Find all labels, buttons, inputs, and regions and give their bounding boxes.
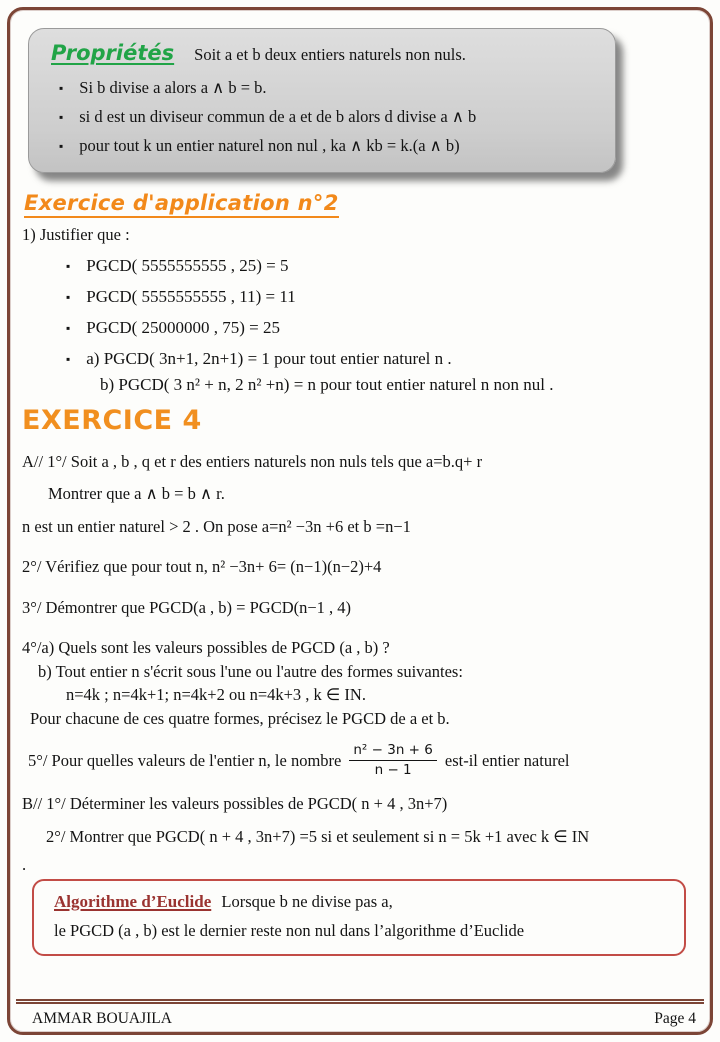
exercise4-line-pose: n est un entier naturel > 2 . On pose a=n² −3n +6 et b =n−1 bbox=[22, 516, 411, 536]
exercise2-item-text: a) PGCD( 3n+1, 2n+1) = 1 pour tout entier naturel n . bbox=[86, 349, 452, 368]
bullet-icon bbox=[66, 318, 86, 338]
bullet-icon bbox=[66, 256, 86, 276]
page-content bbox=[22, 18, 698, 1024]
exercise2-item-text: PGCD( 5555555555 , 11) = 11 bbox=[86, 287, 296, 306]
exercise4-line-a1b: Montrer que a ∧ b = b ∧ r. bbox=[48, 484, 225, 504]
fraction-numerator: n² − 3n + 6 bbox=[349, 742, 437, 761]
bullet-icon bbox=[59, 107, 79, 127]
footer-author: AMMAR BOUAJILA bbox=[32, 1010, 172, 1027]
property-item bbox=[59, 107, 597, 127]
property-item-text: pour tout k un entier naturel non nul , ka ∧ kb = k.(a ∧ b) bbox=[79, 136, 460, 155]
exercise4-line-5-suffix: est-il entier naturel bbox=[444, 750, 570, 770]
properties-box bbox=[28, 28, 616, 173]
exercise2-item bbox=[66, 318, 698, 338]
exercise2-item-b: b) PGCD( 3 n² + n, 2 n² +n) = n pour tout entier naturel n non nul . bbox=[100, 375, 554, 394]
exercise2-item bbox=[66, 256, 698, 276]
exercise4-line-5 bbox=[28, 742, 698, 779]
exercise4-line-b1: B// 1°/ Déterminer les valeurs possibles de PGCD( n + 4 , 3n+7) bbox=[22, 793, 448, 813]
exercise4-line-4d: Pour chacune de ces quatre formes, précisez le PGCD de a et b. bbox=[30, 708, 450, 728]
bullet-icon bbox=[59, 136, 79, 156]
property-item-text: Si b divise a alors a ∧ b = b. bbox=[79, 78, 267, 97]
exercise2-item-text: PGCD( 25000000 , 75) = 25 bbox=[86, 318, 281, 337]
property-item bbox=[59, 78, 597, 98]
fraction bbox=[349, 742, 437, 779]
exercise4-line-4c: n=4k ; n=4k+1; n=4k+2 ou n=4k+3 , k ∈ IN. bbox=[66, 685, 366, 705]
exercise4-line-a1: A// 1°/ Soit a , b , q et r des entiers naturels non nuls tels que a=b.q+ r bbox=[22, 452, 483, 471]
algorithm-text-2: le PGCD (a , b) est le dernier reste non nul dans l’algorithme d’Euclide bbox=[54, 921, 525, 940]
fraction-denominator: n − 1 bbox=[374, 761, 412, 778]
footer bbox=[16, 999, 704, 1028]
stray-dot: . bbox=[22, 854, 27, 874]
exercise2-heading: Exercice d'application n°2 bbox=[24, 191, 339, 218]
exercise4-line-4a: 4°/a) Quels sont les valeurs possibles de PGCD (a , b) ? bbox=[22, 638, 390, 658]
bullet-icon bbox=[66, 349, 86, 369]
properties-title: Propriétés bbox=[51, 41, 175, 65]
footer-page-number: Page 4 bbox=[654, 1010, 696, 1027]
exercise4-line-2: 2°/ Vérifiez que pour tout n, n² −3n+ 6= (n−1)(n−2)+4 bbox=[22, 557, 382, 577]
exercise2-item bbox=[66, 287, 698, 307]
exercise4-line-3: 3°/ Démontrer que PGCD(a , b) = PGCD(n−1 , 4) bbox=[22, 597, 352, 617]
exercise2-item bbox=[66, 349, 698, 369]
exercise4-line-b2: 2°/ Montrer que PGCD( n + 4 , 3n+7) =5 si et seulement si n = 5k +1 avec k ∈ IN bbox=[46, 827, 590, 847]
exercise4-line-5-prefix: 5°/ Pour quelles valeurs de l'entier n, le nombre bbox=[28, 750, 342, 770]
algorithm-title: Algorithme d’Euclide bbox=[54, 892, 212, 911]
exercise4-line-4b: b) Tout entier n s'écrit sous l'une ou l'autre des formes suivantes: bbox=[38, 661, 463, 681]
exercise2-list bbox=[22, 256, 698, 395]
exercise2-item-text: PGCD( 5555555555 , 25) = 5 bbox=[86, 256, 289, 275]
properties-list bbox=[51, 78, 597, 156]
bullet-icon bbox=[59, 78, 79, 98]
exercise2-intro: 1) Justifier que : bbox=[22, 225, 130, 244]
algorithm-text-1: Lorsque b ne divise pas a, bbox=[221, 892, 393, 911]
properties-intro: Soit a et b deux entiers naturels non nuls. bbox=[194, 45, 466, 64]
exercise4-heading: EXERCICE 4 bbox=[22, 405, 202, 436]
property-item-text: si d est un diviseur commun de a et de b alors d divise a ∧ b bbox=[79, 107, 477, 126]
algorithm-box bbox=[32, 879, 686, 956]
property-item bbox=[59, 136, 597, 156]
bullet-icon bbox=[66, 287, 86, 307]
